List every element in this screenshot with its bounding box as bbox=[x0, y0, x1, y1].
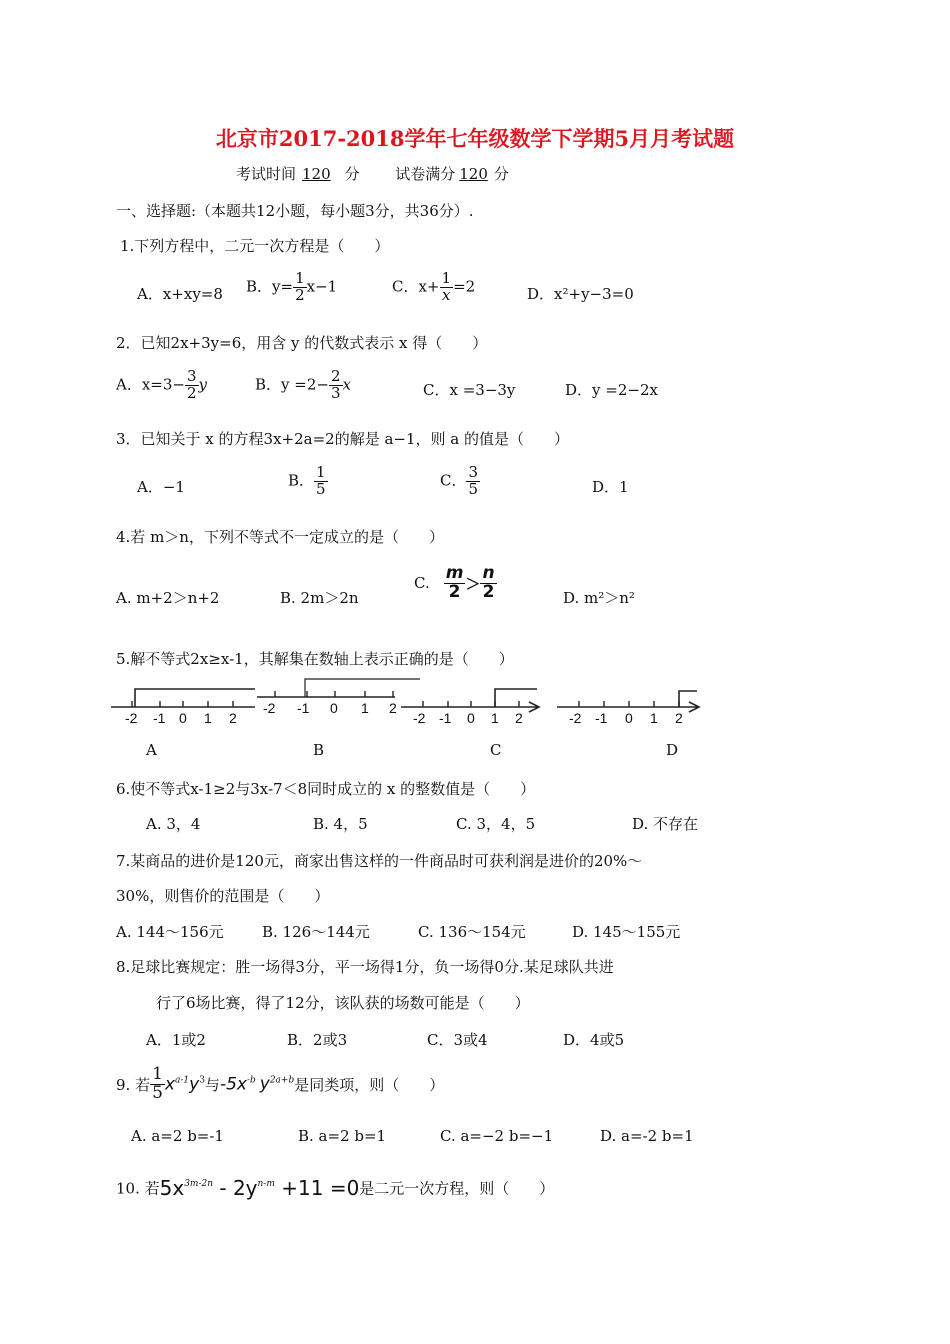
section-heading: 一、选择题:（本题共12小题，每小题3分，共36分）. bbox=[116, 202, 474, 220]
q4-option-c: C. $\frac{m}{2}$ ＞ $\frac{n}{2}$ bbox=[414, 563, 495, 602]
q6-stem: 6.使不等式x-1≥2与3x-7＜8同时成立的 x 的整数值是（ ） bbox=[116, 780, 536, 798]
q5-label-c: C bbox=[490, 741, 502, 759]
tick-label-d-1: -1 bbox=[595, 710, 608, 726]
tick-label-c-3: 1 bbox=[491, 710, 499, 726]
tick-label-b-0: -2 bbox=[263, 700, 276, 716]
q9-stem: 9. 若 $\frac{1}{5}$ $x^{a-1}y^3$与$-5x^{-b}$ $y^{2a+b}$是同类项，则（ ） bbox=[116, 1064, 445, 1103]
number-line-b bbox=[257, 679, 420, 716]
q1-option-c: C．x+ $\frac{1}{x}$ =2 bbox=[392, 269, 476, 304]
q9-option-b: B. a=2 b=1 bbox=[298, 1127, 387, 1145]
q6-option-d: D. 不存在 bbox=[632, 815, 699, 833]
q6-option-b: B. 4，5 bbox=[313, 815, 368, 833]
tick-label-d-3: 1 bbox=[650, 710, 658, 726]
tick-label-c-1: -1 bbox=[439, 710, 452, 726]
q3-option-c: C． $\frac{3}{5}$ bbox=[440, 463, 479, 498]
q1-stem: 1.下列方程中，二元一次方程是（ ） bbox=[120, 237, 390, 255]
tick-label-a-0: -2 bbox=[125, 710, 138, 726]
tick-label-a-3: 1 bbox=[204, 710, 212, 726]
q4-option-a: A. m+2＞n+2 bbox=[116, 589, 220, 607]
q5-label-b: B bbox=[313, 741, 325, 759]
tick-label-b-3: 1 bbox=[361, 700, 369, 716]
q3-option-b: B． $\frac{1}{5}$ bbox=[288, 463, 326, 498]
q8-stem-line2: 行了6场比赛，得了12分，该队获的场数可能是（ ） bbox=[156, 994, 530, 1012]
q7-stem-line2: 30%，则售价的范围是（ ） bbox=[116, 887, 330, 905]
q9-option-c: C. a=−2 b=−1 bbox=[440, 1127, 554, 1145]
q7-option-a: A. 144～156元 bbox=[116, 923, 224, 941]
tick-label-b-4: 2 bbox=[389, 700, 397, 716]
tick-label-b-1: -1 bbox=[297, 700, 310, 716]
q2-option-a: A．x=3− $\frac{3}{2}$ y bbox=[116, 367, 208, 402]
q2-stem: 2．已知2x+3y=6，用含 y 的代数式表示 x 得（ ） bbox=[116, 334, 488, 352]
tick-label-a-4: 2 bbox=[229, 710, 237, 726]
q3-option-a: A．−1 bbox=[137, 478, 185, 496]
q5-label-d: D bbox=[666, 741, 679, 759]
q1-option-b: B．y= $\frac{1}{2}$ x−1 bbox=[246, 269, 338, 304]
full-score-unit: 分 bbox=[493, 165, 509, 183]
q1-option-d: D．x²+y−3=0 bbox=[527, 285, 634, 303]
tick-label-d-0: -2 bbox=[569, 710, 582, 726]
q1-c-fraction: $\frac{1}{x}$ bbox=[441, 269, 452, 304]
tick-label-b-2: 0 bbox=[330, 700, 338, 716]
q4-stem: 4.若 m＞n，下列不等式不一定成立的是（ ） bbox=[116, 528, 444, 546]
exam-time-value: 120 bbox=[302, 165, 331, 183]
tick-label-a-2: 0 bbox=[179, 710, 187, 726]
exam-time-label: 考试时间 bbox=[236, 165, 297, 183]
q2-option-c: C．x =3−3y bbox=[423, 381, 516, 399]
tick-label-c-0: -2 bbox=[413, 710, 426, 726]
tick-label-c-4: 2 bbox=[515, 710, 523, 726]
q4-option-d: D. m²＞n² bbox=[563, 589, 635, 607]
page-title: 北京市2017-2018学年七年级数学下学期5月月考试题 bbox=[215, 126, 735, 151]
q7-stem-line1: 7.某商品的进价是120元，商家出售这样的一件商品时可获利润是进价的20%～ bbox=[116, 852, 643, 870]
q8-option-b: B．2或3 bbox=[287, 1031, 348, 1049]
q2-option-d: D．y =2−2x bbox=[565, 381, 658, 399]
full-score-value: 120 bbox=[459, 165, 488, 183]
q8-option-a: A．1或2 bbox=[146, 1031, 206, 1049]
q8-option-c: C．3或4 bbox=[427, 1031, 488, 1049]
q5-stem: 5.解不等式2x≥x-1，其解集在数轴上表示正确的是（ ） bbox=[116, 650, 514, 668]
q8-option-d: D．4或5 bbox=[563, 1031, 625, 1049]
q4-option-b: B. 2m＞2n bbox=[280, 589, 359, 607]
number-line-a bbox=[111, 689, 255, 726]
q10-stem: 10. 若$5x^{3m-2n} - 2y^{n-m} +11 =0$是二元一次方程，则（ ） bbox=[116, 1176, 555, 1200]
q6-option-a: A. 3，4 bbox=[146, 815, 201, 833]
q1-b-fraction: $\frac{1}{2}$ bbox=[295, 269, 305, 304]
number-line-d bbox=[557, 691, 699, 726]
q6-option-c: C. 3，4，5 bbox=[456, 815, 536, 833]
q5-label-a: A bbox=[146, 741, 157, 759]
number-line-c bbox=[401, 689, 539, 726]
q1-option-a: A．x+xy=8 bbox=[137, 285, 223, 303]
q8-stem-line1: 8.足球比赛规定：胜一场得3分，平一场得1分，负一场得0分.某足球队共进 bbox=[116, 958, 614, 976]
q9-option-a: A. a=2 b=-1 bbox=[131, 1127, 224, 1145]
q7-option-d: D. 145～155元 bbox=[572, 923, 681, 941]
q9-option-d: D. a=-2 b=1 bbox=[600, 1127, 694, 1145]
tick-label-c-2: 0 bbox=[467, 710, 475, 726]
tick-label-d-4: 2 bbox=[675, 710, 683, 726]
exam-info bbox=[236, 163, 509, 184]
exam-time-unit: 分 bbox=[344, 165, 360, 183]
full-score-label: 试卷满分 bbox=[395, 165, 456, 183]
q3-stem: 3．已知关于 x 的方程3x+2a=2的解是 a−1，则 a 的值是（ ） bbox=[116, 430, 570, 448]
tick-label-a-1: -1 bbox=[153, 710, 166, 726]
tick-label-d-2: 0 bbox=[625, 710, 633, 726]
q2-option-b: B．y =2− $\frac{2}{3}$ x bbox=[255, 367, 351, 402]
q7-option-c: C. 136～154元 bbox=[418, 923, 526, 941]
q3-option-d: D．1 bbox=[592, 478, 629, 496]
q7-option-b: B. 126～144元 bbox=[262, 923, 370, 941]
q5-number-lines bbox=[105, 675, 705, 735]
